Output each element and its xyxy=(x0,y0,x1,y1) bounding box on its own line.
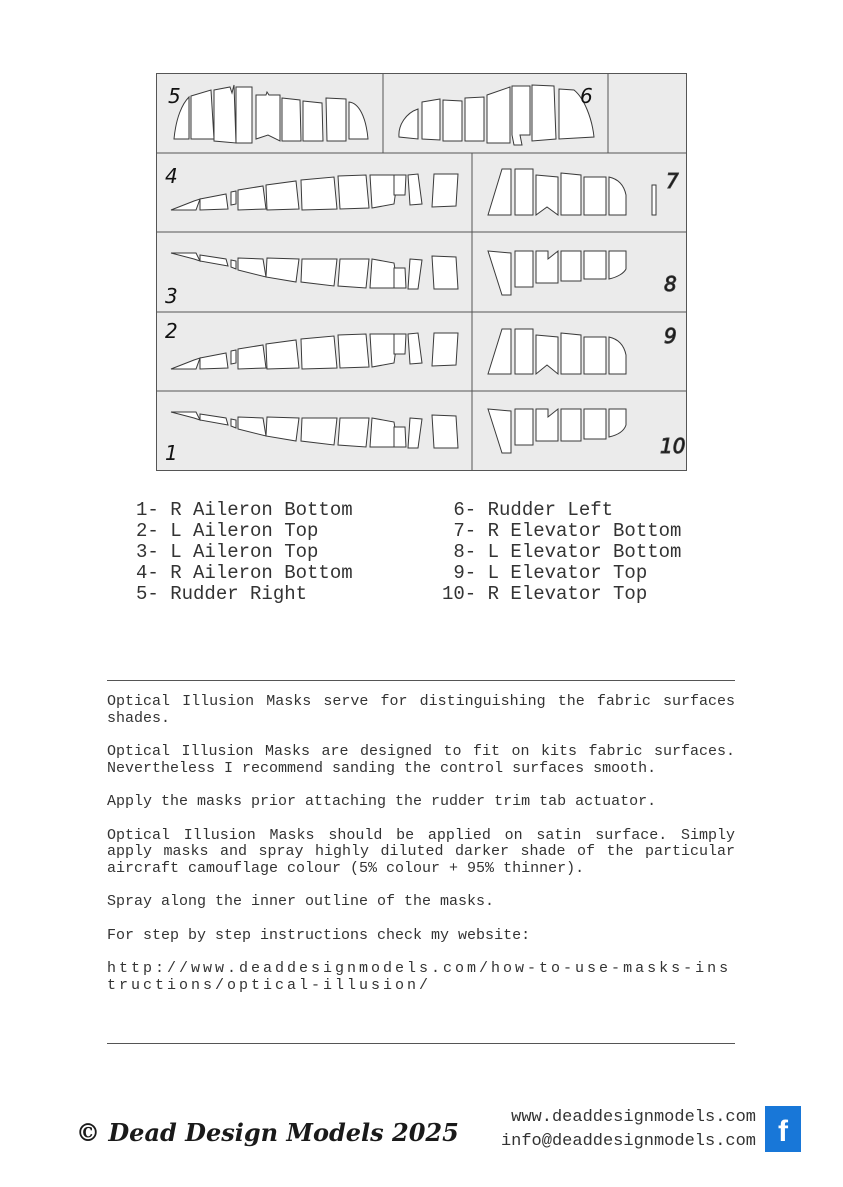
panel-4-label: 4 xyxy=(165,164,178,188)
legend-item: 6- Rudder Left xyxy=(442,499,614,521)
panel-7-label: 7 xyxy=(666,169,679,193)
panel-3-label: 3 xyxy=(165,284,178,308)
legend-right xyxy=(442,500,681,605)
website-url[interactable]: www.deaddesignmodels.com xyxy=(511,1108,756,1127)
legend-item: 2- L Aileron Top xyxy=(136,520,319,542)
legend-item: 5- Rudder Right xyxy=(136,583,308,605)
copyright-logo: © Dead Design Models 2025 xyxy=(76,1118,459,1147)
note-paragraph: Optical Illusion Masks should be applied on satin surface. Simply apply masks and spray highly diluted darker shade of the particular aircraft camouflage colour (5% colour + 95% thinner). xyxy=(107,826,735,877)
contact-block xyxy=(501,1106,756,1154)
panel-10-label: 10 xyxy=(660,434,686,458)
panel-8-label: 8 xyxy=(664,272,677,296)
legend-item: 10- R Elevator Top xyxy=(442,583,648,605)
panel-2-label: 2 xyxy=(165,319,178,343)
legend-item: 4- R Aileron Bottom xyxy=(136,562,353,584)
note-paragraph: Optical Illusion Masks serve for distinguishing the fabric surfaces shades. xyxy=(107,693,735,727)
legend-item: 1- R Aileron Bottom xyxy=(136,499,353,521)
email-address[interactable]: info@deaddesignmodels.com xyxy=(500,1132,756,1151)
panel-5-label: 5 xyxy=(168,84,181,108)
legend-item: 3- L Aileron Top xyxy=(136,541,319,563)
divider-top xyxy=(107,680,735,681)
divider-bottom xyxy=(107,1043,735,1044)
note-paragraph: Spray along the inner outline of the masks. xyxy=(107,893,495,910)
panel-6-label: 6 xyxy=(580,84,593,108)
legend-left xyxy=(136,500,353,605)
panel-1-label: 1 xyxy=(165,441,178,465)
legend-item: 7- R Elevator Bottom xyxy=(442,520,682,542)
website-link[interactable]: http://www.deaddesignmodels.com/how-to-use-masks-instructions/optical-illusion/ xyxy=(107,960,732,994)
legend-item: 9- L Elevator Top xyxy=(442,562,648,584)
panel-9-label: 9 xyxy=(664,324,677,348)
note-paragraph: Optical Illusion Masks are designed to fit on kits fabric surfaces. Nevertheless I recommend sanding the control surfaces smooth. xyxy=(107,743,735,777)
note-paragraph: Apply the masks prior attaching the rudder trim tab actuator. xyxy=(107,793,657,810)
legend-item: 8- L Elevator Bottom xyxy=(442,541,682,563)
note-paragraph: For step by step instructions check my website: xyxy=(107,926,531,944)
instructions xyxy=(107,694,735,1011)
mask-sheet xyxy=(156,73,687,471)
facebook-icon[interactable]: f xyxy=(765,1106,801,1152)
